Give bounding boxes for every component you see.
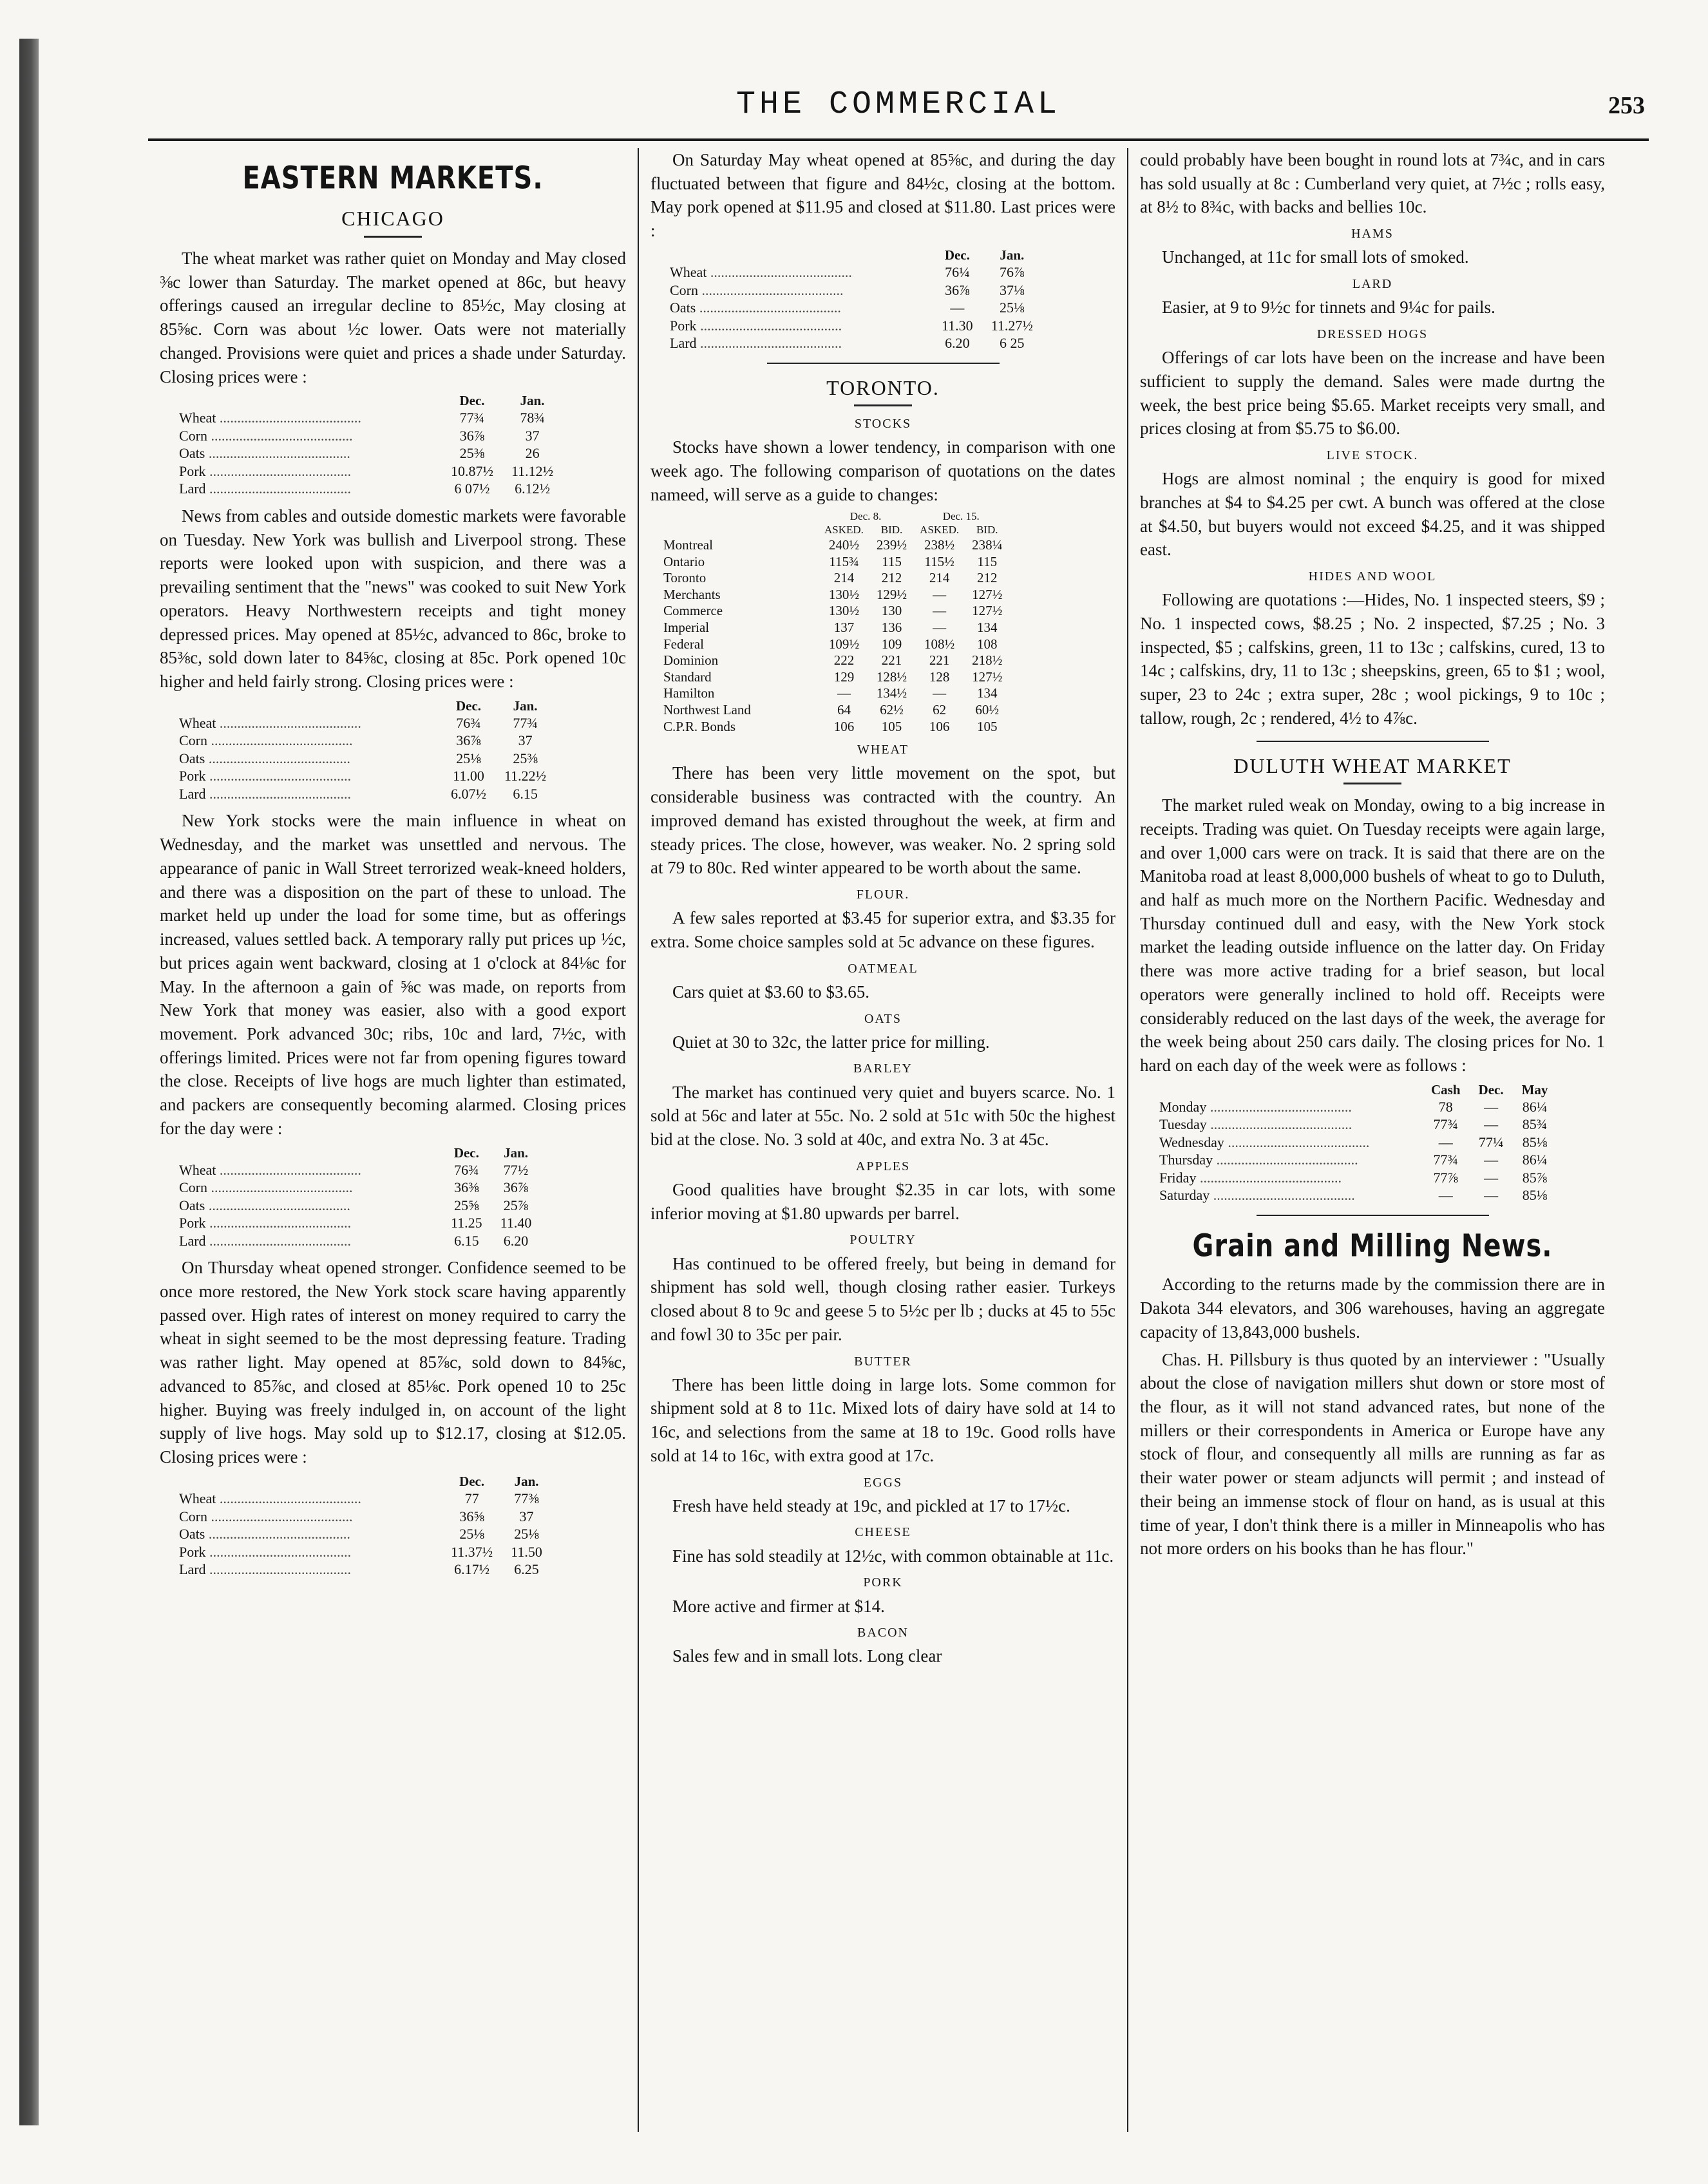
stock-quote: 127½ bbox=[972, 586, 1003, 602]
row-label: Saturday ..... bbox=[1159, 1186, 1422, 1204]
price-cell: 25⅝ bbox=[454, 1197, 479, 1213]
stock-name: C.P.R. Bonds bbox=[663, 718, 736, 734]
lard-heading: LARD bbox=[1352, 277, 1393, 292]
price-cell: — bbox=[1484, 1116, 1499, 1133]
stock-quote: 137 bbox=[833, 620, 855, 635]
poultry-heading: POULTRY bbox=[849, 1233, 916, 1248]
price-cell: 76¾ bbox=[456, 714, 481, 731]
stock-name: Imperial bbox=[663, 620, 710, 635]
stock-name: Dominion bbox=[663, 652, 719, 669]
price-cell: 25⅛ bbox=[514, 1526, 539, 1542]
asked-header: ASKED. bbox=[920, 524, 960, 537]
table-row bbox=[663, 603, 1009, 620]
heading-rule bbox=[854, 404, 912, 406]
stock-quote: 129 bbox=[833, 669, 855, 685]
toronto-heading: TORONTO. bbox=[826, 375, 940, 399]
stock-quote: 218½ bbox=[972, 652, 1003, 669]
grain-paragraph-2: Chas. H. Pillsbury is thus quoted by an interviewer : "Usually about the close of navigation millers shut down or store most of the flour, as it will not stand advanced rates, but none of the millers or their correspondents in America or Europe have any stock of flour, and consequently all mills are running as far as their water power or steam adjuncts will permit ; and instead of their being an immense stock of flour on hand, as is usual at this time of year, I don't think there is a miller in Minneapolis who has not more orders on his books than he has flour." bbox=[1140, 1349, 1605, 1559]
row-label: Thursday ..... bbox=[1159, 1151, 1422, 1169]
price-cell: — bbox=[1484, 1187, 1499, 1204]
chicago-tuesday-paragraph: News from cables and outside domestic markets were favorable on Tuesday. New York was bullish and Liverpool strong. These reports were looked upon with suspicion, and there was a prevailing sentiment that the "news" was cooked to suit New York operators. Heavy Northwestern receipts and tight money depressed prices. May opened at 85½c, advanced to 86c, broke to 85⅜c, sold down later to 84⅝c, closing at 85c. Pork opened 10c higher and held fairly strong. Closing prices were : bbox=[160, 506, 626, 691]
stock-quote: 105 bbox=[976, 718, 998, 734]
section-separator bbox=[767, 363, 1000, 364]
price-cell: 77¾ bbox=[1433, 1152, 1459, 1168]
pork-heading: PORK bbox=[863, 1575, 903, 1590]
table-row bbox=[179, 409, 562, 427]
price-cell: 6.12½ bbox=[515, 480, 551, 497]
row-label: Oats ..... bbox=[179, 1525, 442, 1543]
dressed-hogs-heading: DRESSED HOGS bbox=[1316, 327, 1428, 341]
chicago-saturday-paragraph: On Saturday May wheat opened at 85⅝c, and during the day fluctuated between that figure and 84½c, closing at the bottom. May pork opened at $11.95 and closed at $11.80. Last prices were : bbox=[650, 150, 1115, 241]
duluth-table bbox=[1159, 1081, 1557, 1204]
stock-quote: 64 bbox=[837, 702, 851, 718]
price-cell: 11.12½ bbox=[511, 462, 554, 479]
stock-quote: 62½ bbox=[880, 702, 904, 718]
stock-quote: 212 bbox=[881, 570, 902, 586]
stock-quote: 134 bbox=[976, 685, 998, 701]
table-row bbox=[663, 587, 1009, 603]
stock-name: Merchants bbox=[663, 586, 721, 602]
price-cell: 25⅞ bbox=[503, 1197, 529, 1213]
table-row bbox=[663, 620, 1009, 636]
stock-quote: 106 bbox=[833, 718, 855, 734]
table-row bbox=[179, 1197, 540, 1215]
price-cell: 6.20 bbox=[503, 1232, 529, 1249]
price-cell: 76¼ bbox=[945, 264, 970, 281]
stock-quote: 221 bbox=[929, 652, 950, 669]
stock-quote: 238½ bbox=[924, 537, 955, 553]
date-header: Dec. 8. bbox=[849, 510, 882, 523]
cheese-paragraph: Fine has sold steadily at 12½c, with common obtainable at 11c. bbox=[672, 1546, 1114, 1566]
price-cell: 77⅞ bbox=[1433, 1169, 1459, 1186]
price-cell: 85¾ bbox=[1522, 1116, 1548, 1133]
row-label: Friday ..... bbox=[1159, 1169, 1422, 1187]
stock-name: Federal bbox=[663, 636, 704, 652]
section-separator bbox=[1257, 741, 1489, 742]
column-header: Jan. bbox=[1000, 247, 1025, 263]
price-cell: 37⅛ bbox=[1000, 281, 1025, 298]
chicago-thursday-paragraph: On Thursday wheat opened stronger. Confidence seemed to be once more restored, the New York stock scare having apparently passed over. High rates of interest on money required to carry the wheat in sight seemed to be the most depressing feature. Trading was rather light. May opened at 85⅞c, sold down to 84⅝c, advanced to 85⅞c, and closed at 85⅛c. Pork opened 10 to 25c higher. Buying was freely indulged in, on account of the light supply of live hogs. May sold up to $12.17, closing at $12.05. Closing prices were : bbox=[160, 1258, 626, 1467]
price-cell: 77 bbox=[464, 1490, 479, 1506]
column-header: Dec. bbox=[459, 393, 485, 409]
price-cell: 37 bbox=[525, 427, 540, 444]
row-label: Pork ..... bbox=[179, 1543, 442, 1561]
newspaper-page bbox=[148, 77, 1649, 2138]
row-label: Wheat ..... bbox=[179, 1161, 442, 1179]
eastern-markets-heading: EASTERN MARKETS. bbox=[242, 160, 544, 196]
stocks-paragraph: Stocks have shown a lower tendency, in comparison with one week ago. The following comparison of quotations on the dates nameed, will serve as a guide to changes: bbox=[650, 437, 1115, 504]
row-label: Lard ..... bbox=[179, 1232, 442, 1250]
price-cell: 26 bbox=[525, 445, 540, 462]
row-label: Pork ..... bbox=[179, 1214, 442, 1232]
table-row bbox=[670, 299, 1042, 317]
stock-quote: 60½ bbox=[975, 702, 1000, 718]
table-row bbox=[179, 714, 555, 732]
stock-name: Toronto bbox=[663, 570, 707, 586]
grain-paragraph-1: According to the returns made by the commission there are in Dakota 344 elevators, and 306 warehouses, having an aggregate capacity of 13,843,000 bushels. bbox=[1140, 1275, 1605, 1342]
row-label: Monday ..... bbox=[1159, 1098, 1422, 1116]
butter-paragraph: There has been little doing in large lots. Some common for shipment sold at 8 to 11c. Mixed lots of dairy have sold at 14 to 16c, and selections from the same at 18 to 19c. Good rolls have sold at 14 to 16c, with extra good at 17c. bbox=[650, 1374, 1115, 1465]
price-cell: — bbox=[1484, 1152, 1499, 1168]
row-label: Wheat ..... bbox=[179, 409, 442, 427]
asked-header: ASKED. bbox=[824, 524, 864, 537]
price-cell: 85⅛ bbox=[1522, 1187, 1548, 1204]
cheese-heading: CHEESE bbox=[855, 1525, 911, 1540]
price-table bbox=[179, 1144, 540, 1250]
column-header: Dec. bbox=[944, 247, 970, 263]
column-header: Cash bbox=[1431, 1081, 1461, 1097]
price-cell: 25⅜ bbox=[459, 445, 485, 462]
stock-quote: 128½ bbox=[876, 669, 907, 685]
table-row bbox=[179, 1508, 551, 1526]
price-table bbox=[179, 392, 562, 498]
stocks-heading: STOCKS bbox=[854, 417, 912, 432]
price-cell: 25⅛ bbox=[1000, 299, 1025, 316]
price-cell: 6.17½ bbox=[454, 1561, 490, 1577]
stock-name: Hamilton bbox=[663, 685, 715, 701]
price-cell: 77¼ bbox=[1478, 1134, 1504, 1150]
apples-paragraph: Good qualities have brought $2.35 in car lots, with some inferior moving at $1.80 upwards per barrel. bbox=[650, 1180, 1115, 1223]
price-cell: 11.30 bbox=[942, 317, 973, 334]
stock-quote: 109 bbox=[881, 636, 902, 652]
column-header: Dec. bbox=[459, 1473, 485, 1489]
bacon-continued-paragraph: could probably have been bought in round lots at 7¾c, and in cars has sold usually at 8c : Cumberland very quiet, at 7½c ; rolls easy, at 8½ to 8¾c, with backs and bellies 10c. bbox=[1140, 150, 1605, 217]
barley-paragraph: The market has continued very quiet and buyers scarce. No. 1 sold at 56c and later at 55c. No. 2 sold at 51c with 50c the highest bid at the close. No. 3 sold at 40c, and extra No. 3 at 45c. bbox=[650, 1082, 1115, 1150]
masthead-title: THE COMMERCIAL bbox=[735, 86, 1061, 123]
price-table bbox=[179, 698, 555, 803]
table-row bbox=[663, 554, 1009, 571]
date-header: Dec. 15. bbox=[942, 510, 980, 523]
stock-quote: — bbox=[837, 685, 851, 701]
column-header: Jan. bbox=[504, 1144, 528, 1161]
chicago-heading: CHICAGO bbox=[341, 207, 444, 231]
row-label: Tuesday ..... bbox=[1159, 1116, 1422, 1134]
column-header: Jan. bbox=[513, 698, 538, 714]
price-cell: 77¾ bbox=[1433, 1116, 1459, 1133]
price-cell: 11.25 bbox=[451, 1215, 482, 1231]
price-cell: 85⅛ bbox=[1522, 1134, 1548, 1150]
table-row bbox=[179, 444, 562, 462]
price-cell: 6.25 bbox=[514, 1561, 539, 1577]
stock-quote: 130½ bbox=[828, 586, 860, 602]
price-cell: 11.50 bbox=[511, 1543, 542, 1560]
row-label: Lard ..... bbox=[670, 334, 933, 352]
table-row bbox=[179, 1525, 551, 1543]
stock-quote: 105 bbox=[881, 718, 902, 734]
live-stock-heading: LIVE STOCK. bbox=[1326, 448, 1419, 463]
price-cell: 25⅛ bbox=[456, 750, 481, 766]
stock-quote: — bbox=[933, 620, 947, 635]
lard-paragraph: Easier, at 9 to 9½c for tinnets and 9¼c for pails. bbox=[1162, 298, 1495, 318]
price-cell: 36⅞ bbox=[456, 732, 481, 749]
stock-quote: 130½ bbox=[828, 603, 860, 619]
row-label: Corn ..... bbox=[179, 427, 442, 445]
price-cell: 36⅞ bbox=[459, 427, 485, 444]
table-row bbox=[179, 480, 562, 498]
price-cell: 11.37½ bbox=[451, 1543, 493, 1560]
poultry-paragraph: Has continued to be offered freely, but being in demand for shipment has sold well, though closing rather easier. Turkeys closed about 8 to 9c and geese 5 to 5½c per lb ; ducks at 45 to 55c and fowl 30 to 35c per pair. bbox=[650, 1253, 1115, 1344]
table-row bbox=[670, 281, 1042, 299]
price-cell: 77¾ bbox=[459, 410, 485, 426]
stock-quote: — bbox=[933, 603, 947, 619]
stock-quote: 214 bbox=[833, 570, 855, 586]
stock-quote: 106 bbox=[929, 718, 950, 734]
column-left bbox=[148, 148, 638, 2132]
oats-paragraph: Quiet at 30 to 32c, the latter price for milling. bbox=[672, 1032, 990, 1052]
row-label: Oats ..... bbox=[179, 750, 442, 768]
price-cell: 6 07½ bbox=[454, 480, 490, 497]
table-row bbox=[1159, 1116, 1557, 1134]
stock-quote: 62 bbox=[933, 702, 947, 718]
grain-milling-heading: Grain and Milling News. bbox=[1192, 1228, 1553, 1264]
table-row bbox=[179, 462, 562, 480]
table-row bbox=[663, 537, 1009, 554]
column-header: Dec. bbox=[1478, 1081, 1504, 1097]
price-cell: 85⅞ bbox=[1522, 1169, 1548, 1186]
table-row bbox=[663, 636, 1009, 653]
table-row bbox=[179, 785, 555, 803]
stock-quote: 130 bbox=[881, 603, 902, 619]
table-row bbox=[179, 1232, 540, 1250]
stock-quote: 115 bbox=[882, 553, 902, 569]
row-label: Pork ..... bbox=[670, 317, 933, 335]
stock-name: Standard bbox=[663, 669, 712, 685]
price-cell: — bbox=[1484, 1169, 1499, 1186]
table-row bbox=[663, 719, 1009, 736]
price-cell: — bbox=[1438, 1134, 1453, 1150]
row-label: Lard ..... bbox=[179, 1561, 442, 1579]
table-row bbox=[670, 334, 1042, 352]
stock-quote: 108 bbox=[976, 636, 998, 652]
price-cell: 76¾ bbox=[454, 1161, 479, 1178]
live-stock-paragraph: Hogs are almost nominal ; the enquiry is good for mixed branches at $4 to $4.25 per cwt. A bunch was offered at the close at $4.50, but buyers would not exceed $4.25, and it was shipped east. bbox=[1140, 469, 1605, 560]
hams-heading: HAMS bbox=[1351, 227, 1394, 242]
heading-rule bbox=[1343, 783, 1401, 784]
price-cell: 11.40 bbox=[500, 1215, 532, 1231]
column-header: Dec. bbox=[453, 1144, 479, 1161]
stock-quote: 109½ bbox=[828, 636, 860, 652]
stock-quote: 136 bbox=[881, 620, 902, 635]
stock-quote: 214 bbox=[929, 570, 950, 586]
row-label: Oats ..... bbox=[179, 1197, 442, 1215]
oatmeal-paragraph: Cars quiet at $3.60 to $3.65. bbox=[672, 982, 869, 1002]
row-label: Wednesday ..... bbox=[1159, 1134, 1422, 1152]
table-row bbox=[1159, 1169, 1557, 1187]
book-spine-shadow bbox=[19, 39, 39, 2125]
stock-quote: 108½ bbox=[924, 636, 955, 652]
bacon-paragraph: Sales few and in small lots. Long clear bbox=[672, 1646, 942, 1666]
price-cell: 78¾ bbox=[520, 410, 545, 426]
price-cell: 36⅞ bbox=[945, 281, 970, 298]
columns bbox=[148, 148, 1649, 2132]
column-header: Dec. bbox=[455, 698, 482, 714]
price-cell: 78 bbox=[1438, 1098, 1453, 1115]
duluth-heading: DULUTH WHEAT MARKET bbox=[1233, 754, 1512, 777]
eggs-heading: EGGS bbox=[863, 1475, 903, 1490]
table-row bbox=[179, 1179, 540, 1197]
bid-header: BID. bbox=[880, 524, 903, 537]
price-cell: 37 bbox=[518, 732, 533, 749]
table-row bbox=[670, 317, 1042, 335]
stock-quote: 134 bbox=[976, 620, 998, 635]
stock-quote: 115¾ bbox=[829, 553, 859, 569]
stock-name: Northwest Land bbox=[663, 702, 751, 718]
table-row bbox=[663, 669, 1009, 686]
row-label: Corn ..... bbox=[179, 1179, 442, 1197]
chicago-monday-paragraph: The wheat market was rather quiet on Monday and May closed ⅜c lower than Saturday. The market opened at 86c, but heavy offerings caused an irregular decline to 85½c, May closing at 85⅝c. Corn was about ½c lower. Oats were not materially changed. Provisions were quiet and prices a shade under Saturday. Closing prices were : bbox=[160, 248, 626, 386]
hides-wool-paragraph: Following are quotations :—Hides, No. 1 inspected steers, $9 ; No. 1 inspected cows, $8.25 ; No. 2 inspected, $7.25 ; No. 3 inspected, $5 ; calfskins, green, 11 to 13c ; calfskins, cured, 13 to 14c ; calfskins, dry, 11 to 13c ; sheepskins, green, 65 to $1 ; wool, super, 23 to 24c ; extra super, 28c ; wool pickings, 9 to 10c ; tallow, rough, 2c ; rendered, 4½ to 4⅞c. bbox=[1140, 590, 1605, 728]
price-cell: 36⅝ bbox=[459, 1508, 484, 1524]
row-label: Corn ..... bbox=[670, 281, 933, 299]
price-table bbox=[670, 247, 1042, 352]
stock-quote: 239½ bbox=[876, 537, 907, 553]
price-cell: 25⅜ bbox=[513, 750, 538, 766]
price-cell: 36⅜ bbox=[454, 1179, 479, 1196]
oats-heading: OATS bbox=[864, 1011, 902, 1026]
stock-quote: 128 bbox=[929, 669, 950, 685]
table-row bbox=[179, 1543, 551, 1561]
oatmeal-heading: OATMEAL bbox=[848, 961, 918, 976]
stock-quote: 134½ bbox=[876, 685, 907, 701]
column-right bbox=[1127, 148, 1617, 2132]
stocks-table bbox=[663, 510, 1009, 735]
stock-quote: 129½ bbox=[876, 586, 907, 602]
table-row bbox=[179, 1161, 540, 1179]
price-cell: 10.87½ bbox=[451, 462, 493, 479]
table-row bbox=[1159, 1098, 1557, 1116]
chicago-wednesday-paragraph: New York stocks were the main influence in wheat on Wednesday, and the market was unsettled and nervous. The appearance of panic in Wall Street terrorized weak-kneed holders, and there was a disposition on the part of these to unload. The market held up under the load for some time, but as offerings increased, values settled back. A temporary rally put prices up ½c, but prices again went backward, closing at 1 o'clock at 84⅛c for May. In the afternoon a gain of ⅝c was made, on reports from New York that money was easier, also with a good export movement. Pork advanced 30c; ribs, 10c and lard, 7½c, with offerings limited. Prices were not far from opening figures toward the close. Receipts of live hogs are much lighter than estimated, and packers are consequently becoming alarmed. Closing prices for the day were : bbox=[160, 811, 626, 1138]
page-number: 253 bbox=[1608, 92, 1645, 119]
pork-paragraph: More active and firmer at $14. bbox=[672, 1596, 885, 1616]
stock-quote: 212 bbox=[976, 570, 998, 586]
stock-name: Ontario bbox=[663, 553, 705, 569]
column-middle bbox=[638, 148, 1127, 2132]
table-row bbox=[179, 1561, 551, 1579]
row-label: Oats ..... bbox=[179, 444, 442, 462]
row-label: Wheat ..... bbox=[179, 714, 442, 732]
table-row bbox=[1159, 1186, 1557, 1204]
row-label: Wheat ..... bbox=[670, 263, 933, 281]
row-label: Pork ..... bbox=[179, 462, 442, 480]
price-cell: 77½ bbox=[503, 1161, 529, 1178]
price-cell: 11.00 bbox=[453, 768, 484, 784]
table-row bbox=[179, 1490, 551, 1508]
stock-quote: — bbox=[933, 586, 947, 602]
stock-name: Montreal bbox=[663, 537, 713, 553]
price-cell: 6 25 bbox=[1000, 335, 1025, 352]
row-label: Lard ..... bbox=[179, 480, 442, 498]
row-label: Lard ..... bbox=[179, 785, 442, 803]
price-cell: 86¼ bbox=[1522, 1152, 1548, 1168]
stock-quote: 240½ bbox=[828, 537, 860, 553]
stock-quote: 127½ bbox=[972, 603, 1003, 619]
eggs-paragraph: Fresh have held steady at 19c, and pickled at 17 to 17½c. bbox=[672, 1496, 1070, 1515]
stock-quote: 115½ bbox=[924, 553, 954, 569]
price-cell: — bbox=[1484, 1098, 1499, 1115]
column-header: Jan. bbox=[520, 393, 545, 409]
table-row bbox=[663, 702, 1009, 719]
price-cell: 6.07½ bbox=[451, 785, 486, 802]
wheat-heading: WHEAT bbox=[857, 743, 909, 757]
row-label: Pork ..... bbox=[179, 767, 442, 785]
dressed-hogs-paragraph: Offerings of car lots have been on the increase and have been sufficient to supply the demand. Sales were made durtng the week, the best price being $5.65. Market receipts very small, and prices closing at from $5.75 to $6.00. bbox=[1140, 348, 1605, 439]
page-header bbox=[148, 77, 1649, 141]
table-row bbox=[663, 570, 1009, 587]
table-row bbox=[179, 427, 562, 445]
bid-header: BID. bbox=[976, 524, 998, 537]
heading-rule bbox=[364, 236, 422, 238]
table-row bbox=[670, 263, 1042, 281]
row-label: Corn ..... bbox=[179, 732, 442, 750]
price-cell: 6.15 bbox=[513, 785, 538, 802]
row-label: Wheat ..... bbox=[179, 1490, 442, 1508]
flour-heading: FLOUR. bbox=[856, 888, 910, 902]
butter-heading: BUTTER bbox=[854, 1354, 912, 1369]
stock-quote: 222 bbox=[833, 652, 855, 669]
row-label: Corn ..... bbox=[179, 1508, 442, 1526]
barley-heading: BARLEY bbox=[853, 1061, 913, 1076]
apples-heading: APPLES bbox=[855, 1159, 911, 1173]
flour-paragraph: A few sales reported at $3.45 for superior extra, and $3.35 for extra. Some choice samples sold at 5c advance on these figures. bbox=[650, 908, 1115, 951]
column-header: May bbox=[1521, 1081, 1548, 1097]
price-cell: 11.22½ bbox=[504, 768, 547, 784]
table-row bbox=[1159, 1151, 1557, 1169]
price-cell: 86¼ bbox=[1522, 1098, 1548, 1115]
price-cell: — bbox=[950, 299, 965, 316]
price-cell: 11.27½ bbox=[991, 317, 1033, 334]
stock-quote: — bbox=[933, 685, 947, 701]
stock-quote: 115 bbox=[977, 553, 998, 569]
stock-quote: 127½ bbox=[972, 669, 1003, 685]
price-cell: — bbox=[1438, 1187, 1453, 1204]
duluth-paragraph: The market ruled weak on Monday, owing to a big increase in receipts. Trading was quiet. On Tuesday receipts were again large, and over 1,000 cars were on track. It is said that there are on the Manitoba road at least 8,000,000 bushels of wheat to go to Duluth, and half as much more on the Northern Pacific. Wednesday and Thursday continued dull and easy, with the New York stock market the leading outside influence on the latter day. On Friday there was more active trading for a brief season, but local operators were generally inclined to hold off. Receipts were considerably reduced on the last days of the week, the average for the week being about 250 cars daily. The closing prices for No. 1 hard on each day of the week were as follows : bbox=[1140, 795, 1605, 1076]
stock-quote: 221 bbox=[881, 652, 902, 669]
price-cell: 6.15 bbox=[454, 1232, 479, 1249]
table-row bbox=[663, 652, 1009, 669]
table-row bbox=[179, 767, 555, 785]
table-row bbox=[1159, 1134, 1557, 1152]
hides-wool-heading: HIDES AND WOOL bbox=[1308, 569, 1437, 584]
table-row bbox=[179, 1214, 540, 1232]
row-label: Oats ..... bbox=[670, 299, 933, 317]
price-cell: 76⅞ bbox=[1000, 264, 1025, 281]
price-cell: 6.20 bbox=[945, 335, 970, 352]
table-row bbox=[179, 750, 555, 768]
price-cell: 37 bbox=[519, 1508, 534, 1524]
price-cell: 25⅛ bbox=[459, 1526, 484, 1542]
hams-paragraph: Unchanged, at 11c for small lots of smoked. bbox=[1162, 247, 1469, 267]
price-cell: 77¾ bbox=[513, 714, 538, 731]
price-table bbox=[179, 1473, 551, 1579]
price-cell: 77⅜ bbox=[514, 1490, 539, 1506]
stock-quote: 238¼ bbox=[972, 537, 1003, 553]
stock-name: Commerce bbox=[663, 603, 723, 619]
table-row bbox=[663, 685, 1009, 702]
price-cell: 36⅞ bbox=[503, 1179, 529, 1196]
wheat-paragraph: There has been very little movement on the spot, but considerable business was contracted with the country. An improved demand has existed throughout the week, at firm and steady prices. The close, however, was weaker. No. 2 spring sold at 79 to 80c. Red winter appeared to be worth about the same. bbox=[650, 763, 1115, 878]
column-header: Jan. bbox=[514, 1473, 539, 1489]
table-row bbox=[179, 732, 555, 750]
bacon-heading: BACON bbox=[857, 1626, 909, 1640]
section-separator bbox=[1257, 1215, 1489, 1216]
